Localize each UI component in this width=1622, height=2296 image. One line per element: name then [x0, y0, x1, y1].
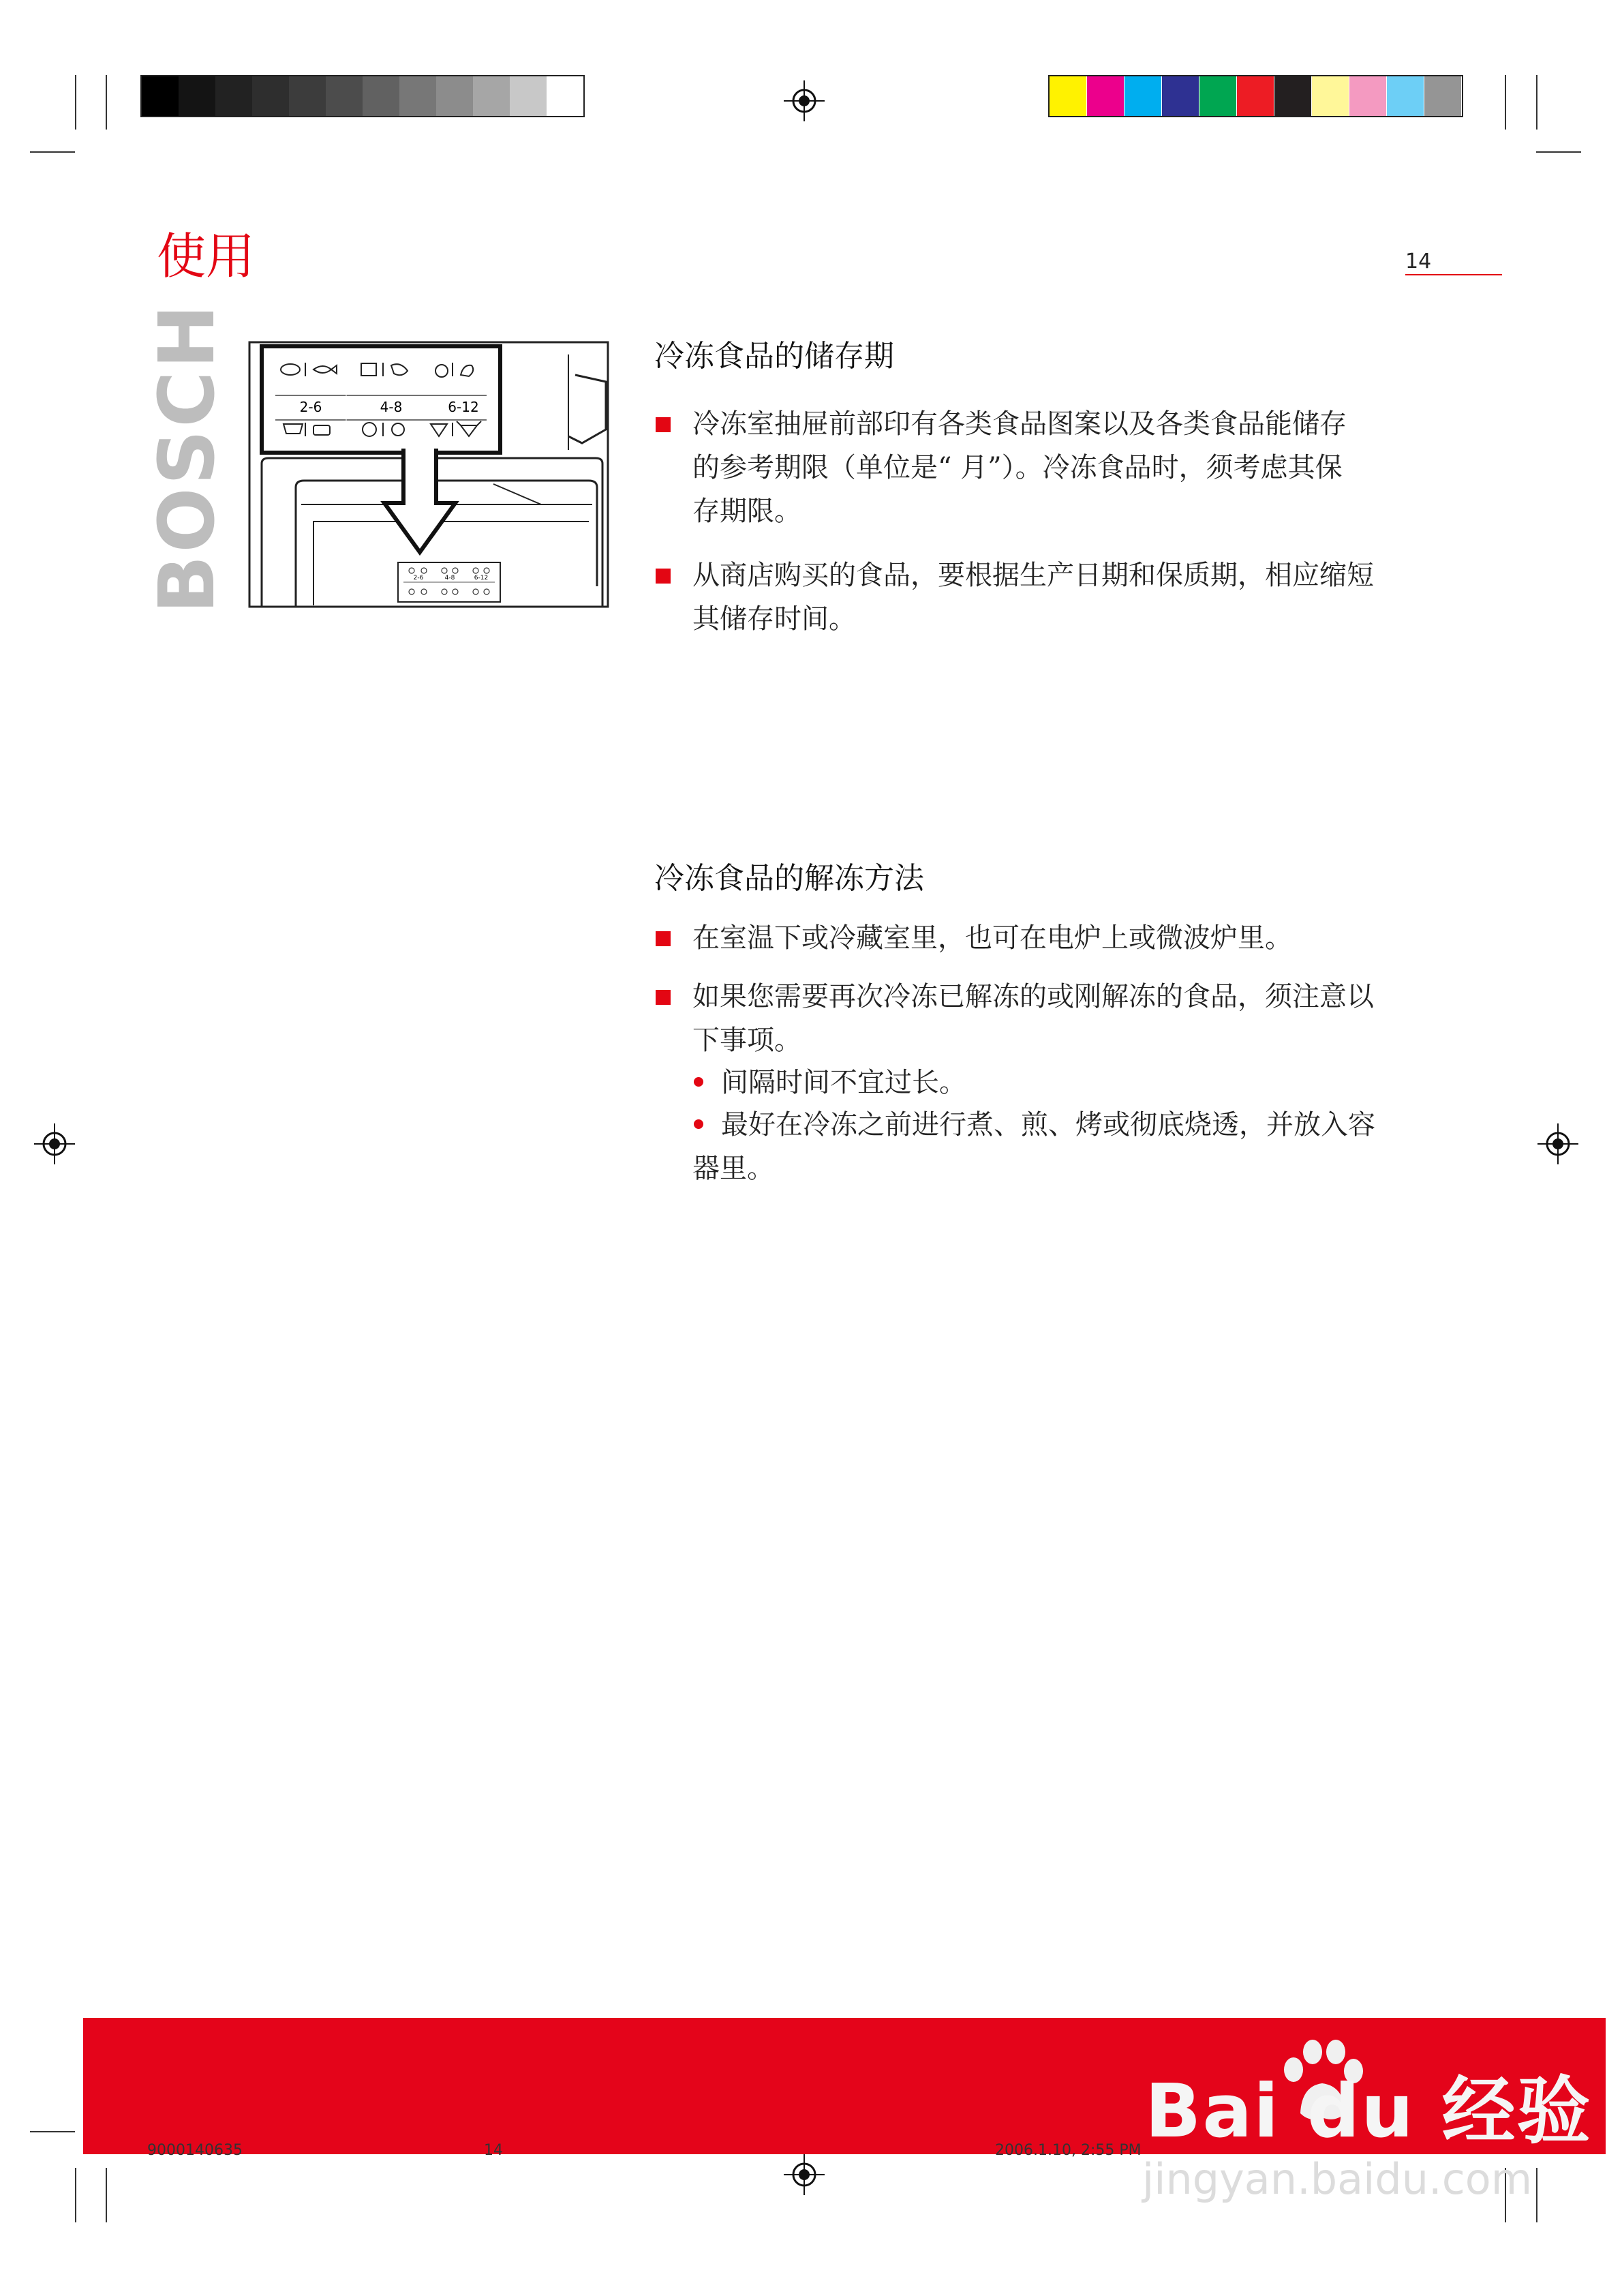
- color-calibration-bar: [1048, 75, 1463, 117]
- crop-mark: [1536, 75, 1537, 130]
- text-line: 在室温下或冷藏室里，也可在电炉上或微波炉里。: [692, 922, 1292, 954]
- bullet-dot: [694, 1119, 703, 1129]
- color-swatch: [1237, 76, 1274, 116]
- freezer-drawer-illustration: [248, 341, 609, 608]
- bullet-dot: [694, 1077, 703, 1087]
- grey-swatch: [289, 76, 326, 116]
- text-line: 器里。: [692, 1153, 774, 1184]
- grey-calibration-bar: [140, 75, 585, 117]
- watermark-brand: Bai du 经验: [1145, 2069, 1592, 2154]
- grey-swatch: [326, 76, 363, 116]
- grey-swatch: [215, 76, 252, 116]
- brand-logo-vertical: BOSCH: [143, 301, 232, 614]
- thaw-subitem-2: [721, 1103, 1396, 1147]
- thaw-section-title: 冷冻食品的解冻方法: [654, 861, 924, 896]
- crop-mark: [1505, 75, 1506, 130]
- grey-swatch: [473, 76, 510, 116]
- color-swatch: [1424, 76, 1462, 116]
- period-label: 4-8: [380, 399, 403, 415]
- color-swatch: [1349, 76, 1387, 116]
- color-swatch: [1050, 76, 1087, 116]
- text-line: 其储存时间。: [692, 603, 856, 635]
- crop-mark: [106, 75, 107, 130]
- text-line: 冷冻室抽屉前部印有各类食品图案以及各类食品能储存: [692, 408, 1347, 440]
- grey-swatch: [363, 76, 399, 116]
- text-line: 下事项。: [692, 1025, 801, 1056]
- text-line: 如果您需要再次冷冻已解冻的或刚解冻的食品，须注意以: [692, 981, 1374, 1012]
- storage-section-title: 冷冻食品的储存期: [654, 339, 894, 374]
- text-line: 最好在冷冻之前进行煮、煎、烤或彻底烧透，并放入容: [721, 1109, 1375, 1141]
- grey-swatch: [436, 76, 473, 116]
- color-swatch: [1124, 76, 1162, 116]
- period-label: 2-6: [299, 399, 322, 415]
- text-line: 从商店购买的食品，要根据生产日期和保质期，相应缩短: [692, 560, 1374, 591]
- grey-swatch: [547, 76, 583, 116]
- bullet-square: [656, 417, 671, 432]
- registration-target-icon: [784, 80, 825, 121]
- color-swatch: [1087, 76, 1124, 116]
- small-period-label: 6-12: [474, 575, 489, 581]
- footer-doc-code: 9000140635: [147, 2142, 243, 2159]
- thaw-item-2: [692, 975, 1394, 1062]
- footer-date: 2006.1.10, 2:55 PM: [995, 2142, 1142, 2159]
- bullet-square: [656, 931, 671, 946]
- bullet-square: [656, 569, 671, 584]
- grey-swatch: [399, 76, 436, 116]
- crop-mark: [1536, 2168, 1537, 2222]
- crop-mark: [75, 75, 76, 130]
- watermark-url: jingyan.baidu.com: [1142, 2154, 1533, 2204]
- period-label: 6-12: [448, 399, 479, 415]
- text-line: 的参考期限（单位是“ 月”）。冷冻食品时，须考虑其保: [692, 452, 1343, 483]
- registration-target-icon: [784, 2154, 825, 2195]
- registration-target-icon: [34, 1123, 75, 1164]
- small-period-label: 4-8: [444, 575, 455, 581]
- bullet-square: [656, 990, 671, 1005]
- crop-mark: [30, 2131, 75, 2132]
- thaw-subitem-2-cont: [692, 1147, 1394, 1190]
- color-swatch: [1274, 76, 1312, 116]
- footer-page: 14: [484, 2142, 503, 2159]
- color-swatch: [1199, 76, 1237, 116]
- grey-swatch: [510, 76, 547, 116]
- thaw-subitem-1: [721, 1061, 1396, 1104]
- crop-mark: [30, 151, 75, 153]
- storage-item-2: [692, 554, 1394, 641]
- crop-mark: [106, 2168, 107, 2222]
- text-line: 间隔时间不宜过长。: [721, 1067, 966, 1098]
- crop-mark: [1536, 151, 1581, 153]
- thaw-item-1: [692, 916, 1394, 960]
- grey-swatch: [252, 76, 289, 116]
- grey-swatch: [179, 76, 215, 116]
- page-number-rule: [1405, 274, 1502, 275]
- color-swatch: [1387, 76, 1424, 116]
- page-number: 14: [1405, 250, 1432, 273]
- crop-mark: [75, 2168, 76, 2222]
- grey-swatch: [142, 76, 179, 116]
- text-line: 存期限。: [692, 496, 801, 527]
- small-period-label: 2-6: [413, 575, 424, 581]
- section-title: 使用: [157, 228, 256, 285]
- color-swatch: [1312, 76, 1349, 116]
- storage-item-1: [692, 402, 1394, 533]
- registration-target-icon: [1537, 1123, 1578, 1164]
- color-swatch: [1162, 76, 1199, 116]
